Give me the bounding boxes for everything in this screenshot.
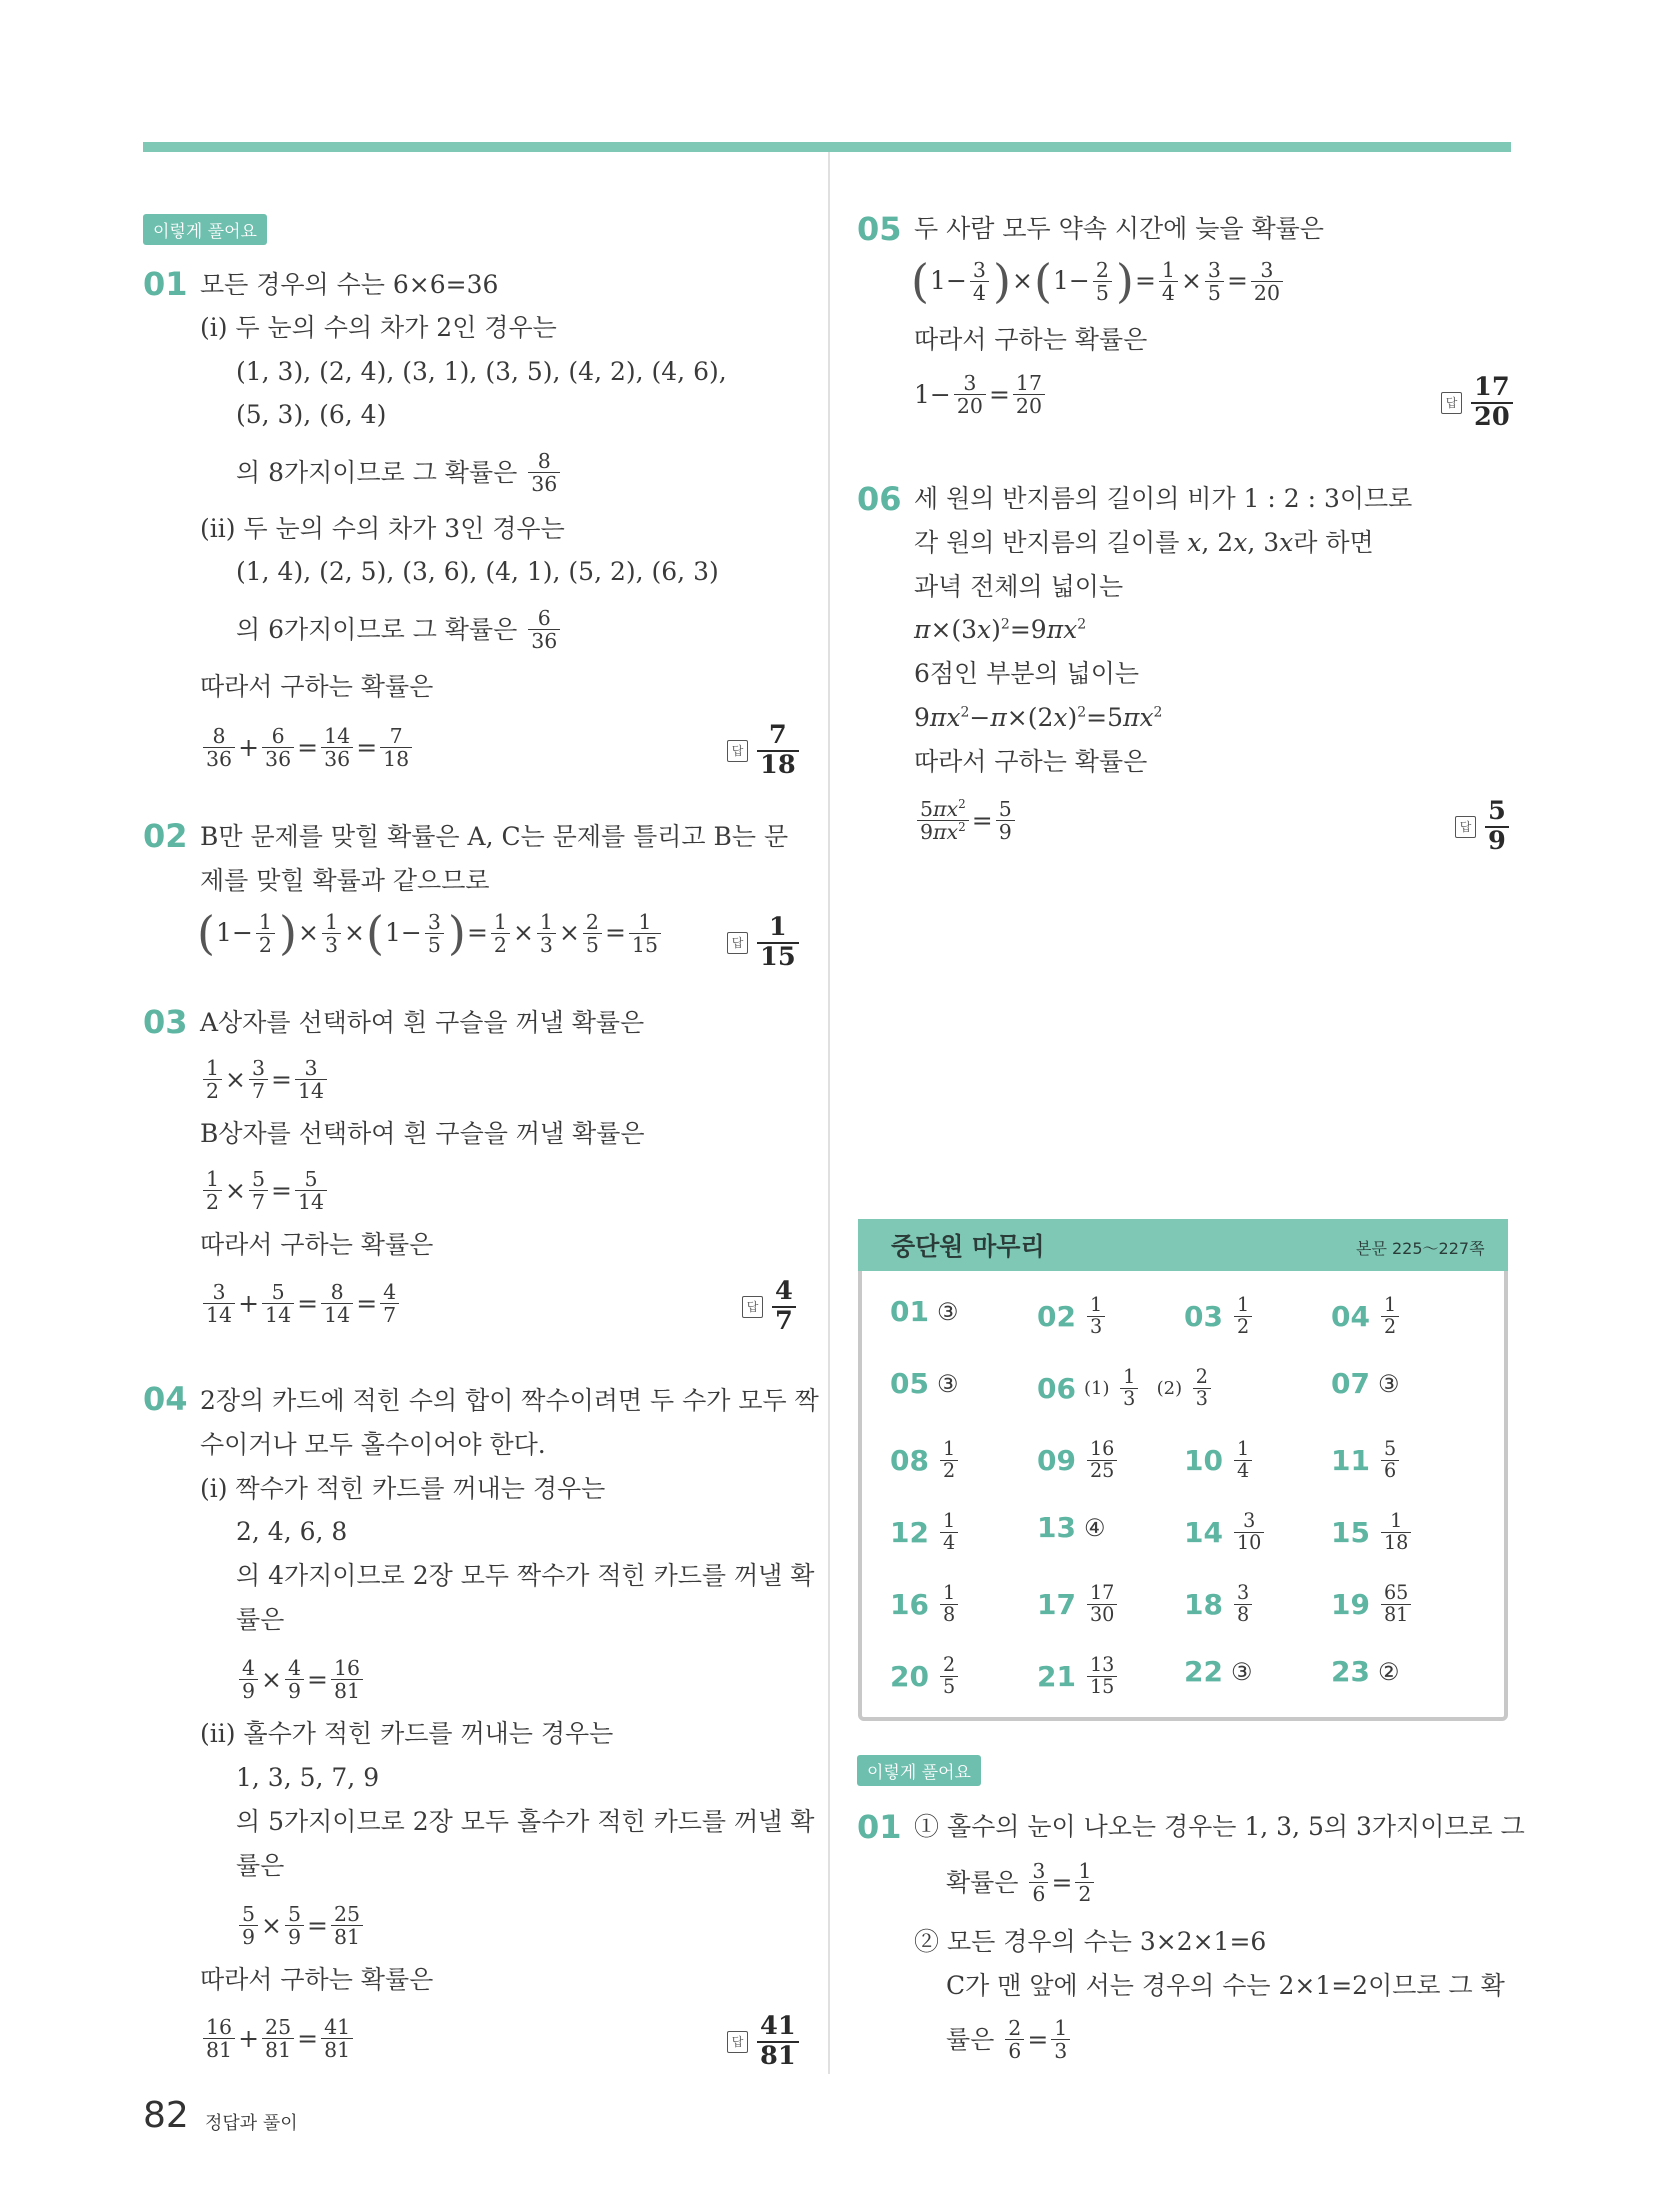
review-answer-18 — [1184, 1583, 1255, 1625]
review-answer-value: 5 6 — [1378, 1439, 1402, 1481]
review-answer-value: 1 18 — [1378, 1511, 1414, 1553]
p04-line9: 의 5가지이므로 2장 모두 홀수가 적힌 카드를 꺼낼 확 — [236, 1807, 815, 1836]
problem-number-06: 06 — [857, 480, 902, 518]
review-answer-value: 1 3 — [1084, 1295, 1108, 1337]
review-answer-number: 22 — [1184, 1655, 1223, 1688]
problem-number-04: 04 — [143, 1380, 188, 1418]
review-answer-06 — [1037, 1367, 1214, 1409]
answer-mark-icon: 답 — [727, 932, 748, 954]
p04-answer: 답 41 81 — [727, 2013, 802, 2070]
review-answer-value: (1) 1 3 (2) 2 3 — [1084, 1367, 1214, 1409]
p01-line9: 따라서 구하는 확률은 — [200, 672, 434, 701]
s01-line5: 률은 2 6 = 1 3 — [946, 2017, 1073, 2062]
p03-formula1: 1 2 × 3 7 = 3 14 — [200, 1052, 330, 1102]
p04-line4: 2, 4, 6, 8 — [236, 1517, 348, 1546]
review-answer-number: 23 — [1331, 1655, 1370, 1688]
review-answer-number: 04 — [1331, 1299, 1370, 1333]
review-answer-23 — [1331, 1655, 1399, 1688]
review-answer-value: 1 4 — [937, 1511, 961, 1553]
review-answer-number: 14 — [1184, 1515, 1223, 1549]
review-answer-value: 1 8 — [937, 1583, 961, 1625]
review-answer-number: 05 — [890, 1367, 929, 1400]
page-number: 82 — [143, 2095, 189, 2136]
review-answer-03 — [1184, 1295, 1255, 1337]
review-answer-value: 3 10 — [1231, 1511, 1267, 1553]
review-answer-15 — [1331, 1511, 1414, 1553]
review-answer-number: 09 — [1037, 1443, 1076, 1477]
p04-formula1: 4 9 × 4 9 = 16 81 — [236, 1652, 366, 1702]
p05-formula2: 1− 3 20 = 17 20 — [914, 372, 1048, 417]
p04-line6: 률은 — [236, 1605, 285, 1634]
review-answer-16 — [890, 1583, 961, 1625]
s01-line3: ② 모든 경우의 수는 3×2×1=6 — [914, 1927, 1267, 1956]
review-answer-17 — [1037, 1583, 1120, 1625]
review-answer-number: 11 — [1331, 1443, 1370, 1477]
s01-line4: C가 맨 앞에 서는 경우의 수는 2×1=2이므로 그 확 — [946, 1971, 1505, 2000]
top-rule — [143, 142, 1511, 152]
s01-line2: 확률은 3 6 = 1 2 — [946, 1860, 1097, 1905]
p06-line3: 과녁 전체의 넓이는 — [914, 572, 1124, 601]
answer-mark-icon: 답 — [742, 1296, 763, 1318]
review-answer-value: 2 5 — [937, 1655, 961, 1697]
review-answer-value: 16 25 — [1084, 1439, 1120, 1481]
p05-formula1: ( 1− 3 4 ) × ( 1− 2 5 ) = 1 4 × 3 5 = 3 20 — [910, 258, 1286, 304]
review-answer-value: 13 15 — [1084, 1655, 1120, 1697]
review-answer-number: 10 — [1184, 1443, 1223, 1477]
problem-number-03: 03 — [143, 1003, 188, 1041]
p04-line11: 따라서 구하는 확률은 — [200, 1965, 434, 1994]
p03-formula2: 1 2 × 5 7 = 5 14 — [200, 1163, 330, 1213]
review-answer-value: 65 81 — [1378, 1583, 1414, 1625]
review-answer-21 — [1037, 1655, 1120, 1697]
solution-tag: 이렇게 풀어요 — [857, 1755, 981, 1786]
review-answer-value: ③ — [1377, 1369, 1400, 1398]
review-answer-14 — [1184, 1511, 1267, 1553]
solution-number-01: 01 — [857, 1808, 902, 1846]
answer-mark-icon: 답 — [1455, 816, 1476, 838]
problem-number-02: 02 — [143, 817, 188, 855]
review-title: 중단원 마무리 — [891, 1232, 1045, 1261]
p01-line5: 의 8가지이므로 그 확률은 8 36 — [236, 450, 563, 495]
p04-formula2: 5 9 × 5 9 = 25 81 — [236, 1898, 366, 1948]
review-answer-number: 15 — [1331, 1515, 1370, 1549]
review-answer-10 — [1184, 1439, 1255, 1481]
s01-line1: ① 홀수의 눈이 나오는 경우는 1, 3, 5의 3가지이므로 그 — [914, 1812, 1525, 1841]
review-answer-value: ③ — [936, 1297, 959, 1326]
p03-line2: B상자를 선택하여 흰 구슬을 꺼낼 확률은 — [200, 1119, 645, 1148]
p05-answer: 답 17 20 — [1441, 374, 1516, 431]
review-answer-value: ② — [1377, 1657, 1400, 1686]
p02-line2: 제를 맞힐 확률과 같으므로 — [200, 866, 490, 895]
review-answer-number: 06 — [1037, 1371, 1076, 1405]
review-answer-04 — [1331, 1295, 1402, 1337]
p04-line7: (ⅱ) 홀수가 적힌 카드를 꺼내는 경우는 — [200, 1719, 614, 1748]
review-answer-number: 21 — [1037, 1659, 1076, 1693]
p02-line1: B만 문제를 맞힐 확률은 A, C는 문제를 틀리고 B는 문 — [200, 822, 789, 851]
review-answer-number: 03 — [1184, 1299, 1223, 1333]
review-answer-19 — [1331, 1583, 1414, 1625]
review-answer-20 — [890, 1655, 961, 1697]
p06-formula1: $\pi\times(3x)^2=9\pi x^2$ — [914, 615, 1087, 644]
review-answer-number: 20 — [890, 1659, 929, 1693]
p05-line1: 두 사람 모두 약속 시간에 늦을 확률은 — [914, 214, 1324, 243]
p04-line8: 1, 3, 5, 7, 9 — [236, 1763, 380, 1792]
p01-line8: 의 6가지이므로 그 확률은 6 36 — [236, 607, 563, 652]
review-answer-value: 17 30 — [1084, 1583, 1120, 1625]
review-answer-12 — [890, 1511, 961, 1553]
review-answer-number: 01 — [890, 1295, 929, 1328]
review-answer-22 — [1184, 1655, 1252, 1688]
footer-label: 정답과 풀이 — [205, 2113, 298, 2134]
review-answer-07 — [1331, 1367, 1399, 1400]
p01-formula: 8 36 + 6 36 = 14 36 = 7 18 — [200, 720, 415, 770]
p04-line10: 률은 — [236, 1851, 285, 1880]
p03-answer: 답 4 7 — [742, 1278, 799, 1335]
p01-answer: 답 7 18 — [727, 722, 802, 779]
review-answer-number: 17 — [1037, 1587, 1076, 1621]
review-answer-08 — [890, 1439, 961, 1481]
review-answer-number: 13 — [1037, 1511, 1076, 1544]
review-answer-value: ④ — [1083, 1513, 1106, 1542]
p04-line1: 2장의 카드에 적힌 수의 합이 짝수이려면 두 수가 모두 짝 — [200, 1386, 819, 1415]
p01-line4: (5, 3), (6, 4) — [236, 400, 387, 429]
p06-line5: 따라서 구하는 확률은 — [914, 747, 1148, 776]
p03-line3: 따라서 구하는 확률은 — [200, 1230, 434, 1259]
review-answer-value: 1 4 — [1231, 1439, 1255, 1481]
p04-line5: 의 4가지이므로 2장 모두 짝수가 적힌 카드를 꺼낼 확 — [236, 1561, 815, 1590]
p05-line2: 따라서 구하는 확률은 — [914, 325, 1148, 354]
section-tag: 이렇게 풀어요 — [143, 214, 267, 245]
p06-line1: 세 원의 반지름의 길이의 비가 1 : 2 : 3이므로 — [914, 484, 1413, 513]
problem-number-01: 01 — [143, 265, 188, 303]
p04-line3: (ⅰ) 짝수가 적힌 카드를 꺼내는 경우는 — [200, 1474, 606, 1503]
review-answer-11 — [1331, 1439, 1402, 1481]
p06-answer: 답 5 9 — [1455, 798, 1512, 855]
p01-line3: (1, 3), (2, 4), (3, 1), (3, 5), (4, 2), (4, 6), — [236, 357, 727, 386]
review-answer-number: 18 — [1184, 1587, 1223, 1621]
answer-mark-icon: 답 — [727, 740, 748, 762]
answer-mark-icon: 답 — [727, 2031, 748, 2053]
review-answer-09 — [1037, 1439, 1120, 1481]
review-page-ref: 본문 225～227쪽 — [1356, 1239, 1485, 1258]
p03-line1: A상자를 선택하여 흰 구슬을 꺼낼 확률은 — [200, 1008, 645, 1037]
review-answer-05 — [890, 1367, 958, 1400]
p02-formula: ( 1− 1 2 ) × 1 3 × ( 1− 3 5 ) = 1 2 × 1 3 × 2 5 = 1 15 — [196, 910, 664, 956]
review-answer-02 — [1037, 1295, 1108, 1337]
review-answer-01 — [890, 1295, 958, 1328]
p01-line2: (ⅰ) 두 눈의 수의 차가 2인 경우는 — [200, 313, 557, 342]
review-answer-number: 19 — [1331, 1587, 1370, 1621]
review-answer-value: 1 2 — [937, 1439, 961, 1481]
review-answer-value: ③ — [936, 1369, 959, 1398]
review-answer-number: 07 — [1331, 1367, 1370, 1400]
review-answer-number: 02 — [1037, 1299, 1076, 1333]
p04-formula3: 16 81 + 25 81 = 41 81 — [200, 2011, 356, 2061]
problem-number-05: 05 — [857, 210, 902, 248]
review-answer-value: 1 2 — [1231, 1295, 1255, 1337]
p06-formula3: $5\pi x^2$ $9\pi x^2$ = 5 9 — [914, 793, 1018, 843]
p03-formula3: 3 14 + 5 14 = 8 14 = 4 7 — [200, 1276, 402, 1326]
p04-line2: 수이거나 모두 홀수이어야 한다. — [200, 1430, 546, 1459]
p06-line2: 각 원의 반지름의 길이를 x, 2x, 3x라 하면 — [914, 528, 1374, 557]
p02-answer: 답 1 15 — [727, 914, 802, 971]
p06-line4: 6점인 부분의 넓이는 — [914, 659, 1139, 688]
review-answer-13 — [1037, 1511, 1105, 1544]
review-answer-number: 12 — [890, 1515, 929, 1549]
review-answer-number: 16 — [890, 1587, 929, 1621]
p01-line1: 모든 경우의 수는 6×6=36 — [200, 270, 499, 299]
review-answer-value: ③ — [1230, 1657, 1253, 1686]
review-answer-value: 3 8 — [1231, 1583, 1255, 1625]
p01-line6: (ⅱ) 두 눈의 수의 차가 3인 경우는 — [200, 514, 565, 543]
column-divider — [828, 152, 830, 2074]
review-answer-number: 08 — [890, 1443, 929, 1477]
answer-mark-icon: 답 — [1441, 392, 1462, 414]
p01-line7: (1, 4), (2, 5), (3, 6), (4, 1), (5, 2), (6, 3) — [236, 557, 719, 586]
review-answer-value: 1 2 — [1378, 1295, 1402, 1337]
p06-formula2: $9\pi x^2-\pi\times(2x)^2=5\pi x^2$ — [914, 703, 1163, 732]
